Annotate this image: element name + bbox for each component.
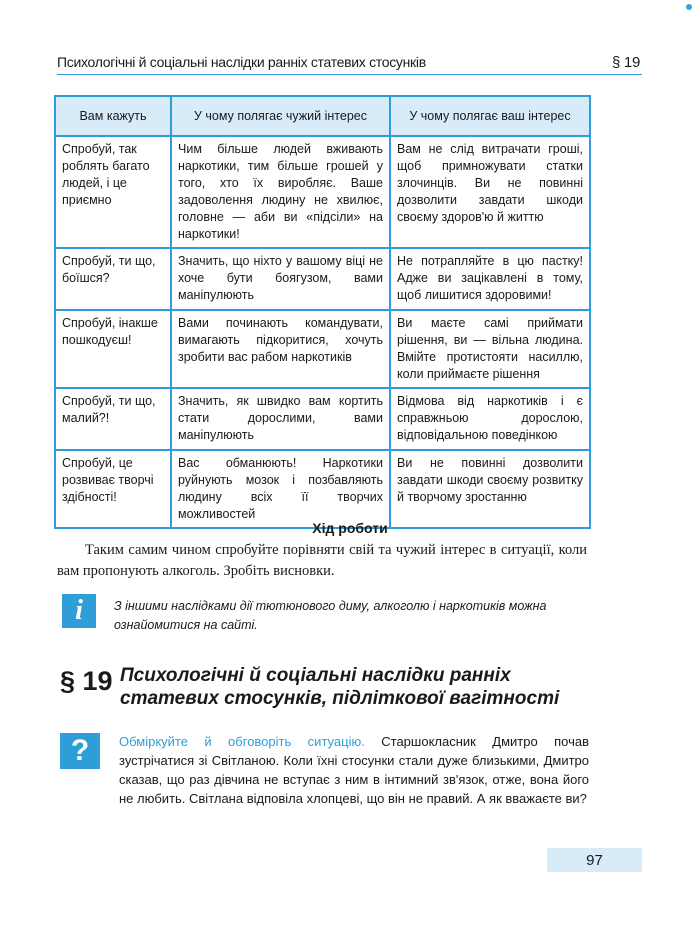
section-title: Психологічні й соціальні наслідки ранніх статевих стосунків, підліткової вагітності (120, 665, 560, 709)
running-header (57, 50, 642, 75)
publisher-logo-icon (686, 4, 694, 11)
work-text: Таким самим чином спробуйте порівняти свій та чужий інтерес в ситуації, коли вам пропонують алкоголь. Зробіть висновки. (57, 542, 587, 579)
table-header-cell: Вам кажуть (55, 96, 171, 136)
table-cell: Вами починають командувати, вимагають підкоритися, хочуть зробити вас рабом наркотиків (171, 310, 390, 388)
table-row (55, 310, 590, 388)
running-header-section: § 19 (612, 53, 640, 71)
table-cell: Ви маєте самі приймати рішення, ви — вільна людина. Вмійте протистояти насиллю, коли приймаєте рішення (390, 310, 590, 388)
table-cell: Ви не повинні дозволити завдати шкоди своєму розвитку й творчому зростанню (390, 450, 590, 528)
table-header-cell: У чому полягає чужий інтерес (171, 96, 390, 136)
table-cell: Спробуй, це розвиває творчі здібності! (55, 450, 171, 528)
running-header-title: Психологічні й соціальні наслідки ранніх статевих стосунків (57, 54, 426, 70)
table-cell: Спробуй, так роблять багато людей, і це приємно (55, 136, 171, 248)
discussion-lead: Обміркуйте й обговоріть ситуацію. (119, 734, 365, 749)
table-row (55, 450, 590, 528)
table-header-row (55, 96, 590, 136)
section-number: § 19 (60, 666, 113, 696)
table-cell: Вас обманюють! Наркотики руйнують мозок і позбавляють людину всіх її творчих можливостей (171, 450, 390, 528)
table-header-cell: У чому полягає ваш інтерес (390, 96, 590, 136)
table-cell: Відмова від наркотиків і є справжньою дорослою, відповідальною поведінкою (390, 388, 590, 450)
table-row (55, 248, 590, 310)
discussion-text: Старшокласник Дмитро почав зустрічатися зі Світланою. Коли їхні стосунки стали дуже близькими, Дмитро сказав, що раз дівчина не вступає з ним в інтимний зв'язок, отже, вона його не любить. Світлана відповіла хлопцеві, що він не правий. А як вважаєте ви? (119, 734, 589, 806)
table-row (55, 388, 590, 450)
table-cell: Спробуй, інакше пошкодуєш! (55, 310, 171, 388)
table-cell: Вам не слід витрачати гроші, щоб примножувати статки злочинців. Ви не повинні дозволити завдати шкоди своєму здоров'ю й життю (390, 136, 590, 248)
table-cell: Спробуй, ти що, малий?! (55, 388, 171, 450)
info-icon: i (62, 594, 96, 628)
table-cell: Значить, як швидко вам кортить стати дорослими, вами маніпулюють (171, 388, 390, 450)
info-note: З іншими наслідками дії тютюнового диму, алкоголю і наркотиків можна ознайомитися на сайті. (114, 599, 547, 632)
table-cell: Не потрапляйте в цю пастку! Адже ви зацікавлені в тому, щоб лишитися здоровими! (390, 248, 590, 310)
table-cell: Чим більше людей вживають наркотики, тим більше грошей у того, хто їх виробляє. Ваше задоволення людину не хвилює, головне — аби ви «підсіли» на наркотики! (171, 136, 390, 248)
discussion-paragraph (119, 732, 589, 808)
question-icon: ? (60, 733, 100, 769)
table-cell: Значить, що ніхто у вашому віці не хоче бути боягузом, вами маніпулюють (171, 248, 390, 310)
page-number: 97 (547, 848, 642, 872)
work-title: Хід роботи (312, 520, 388, 536)
table-cell: Спробуй, ти що, боїшся? (55, 248, 171, 310)
table-row (55, 136, 590, 248)
interest-table (54, 95, 591, 529)
